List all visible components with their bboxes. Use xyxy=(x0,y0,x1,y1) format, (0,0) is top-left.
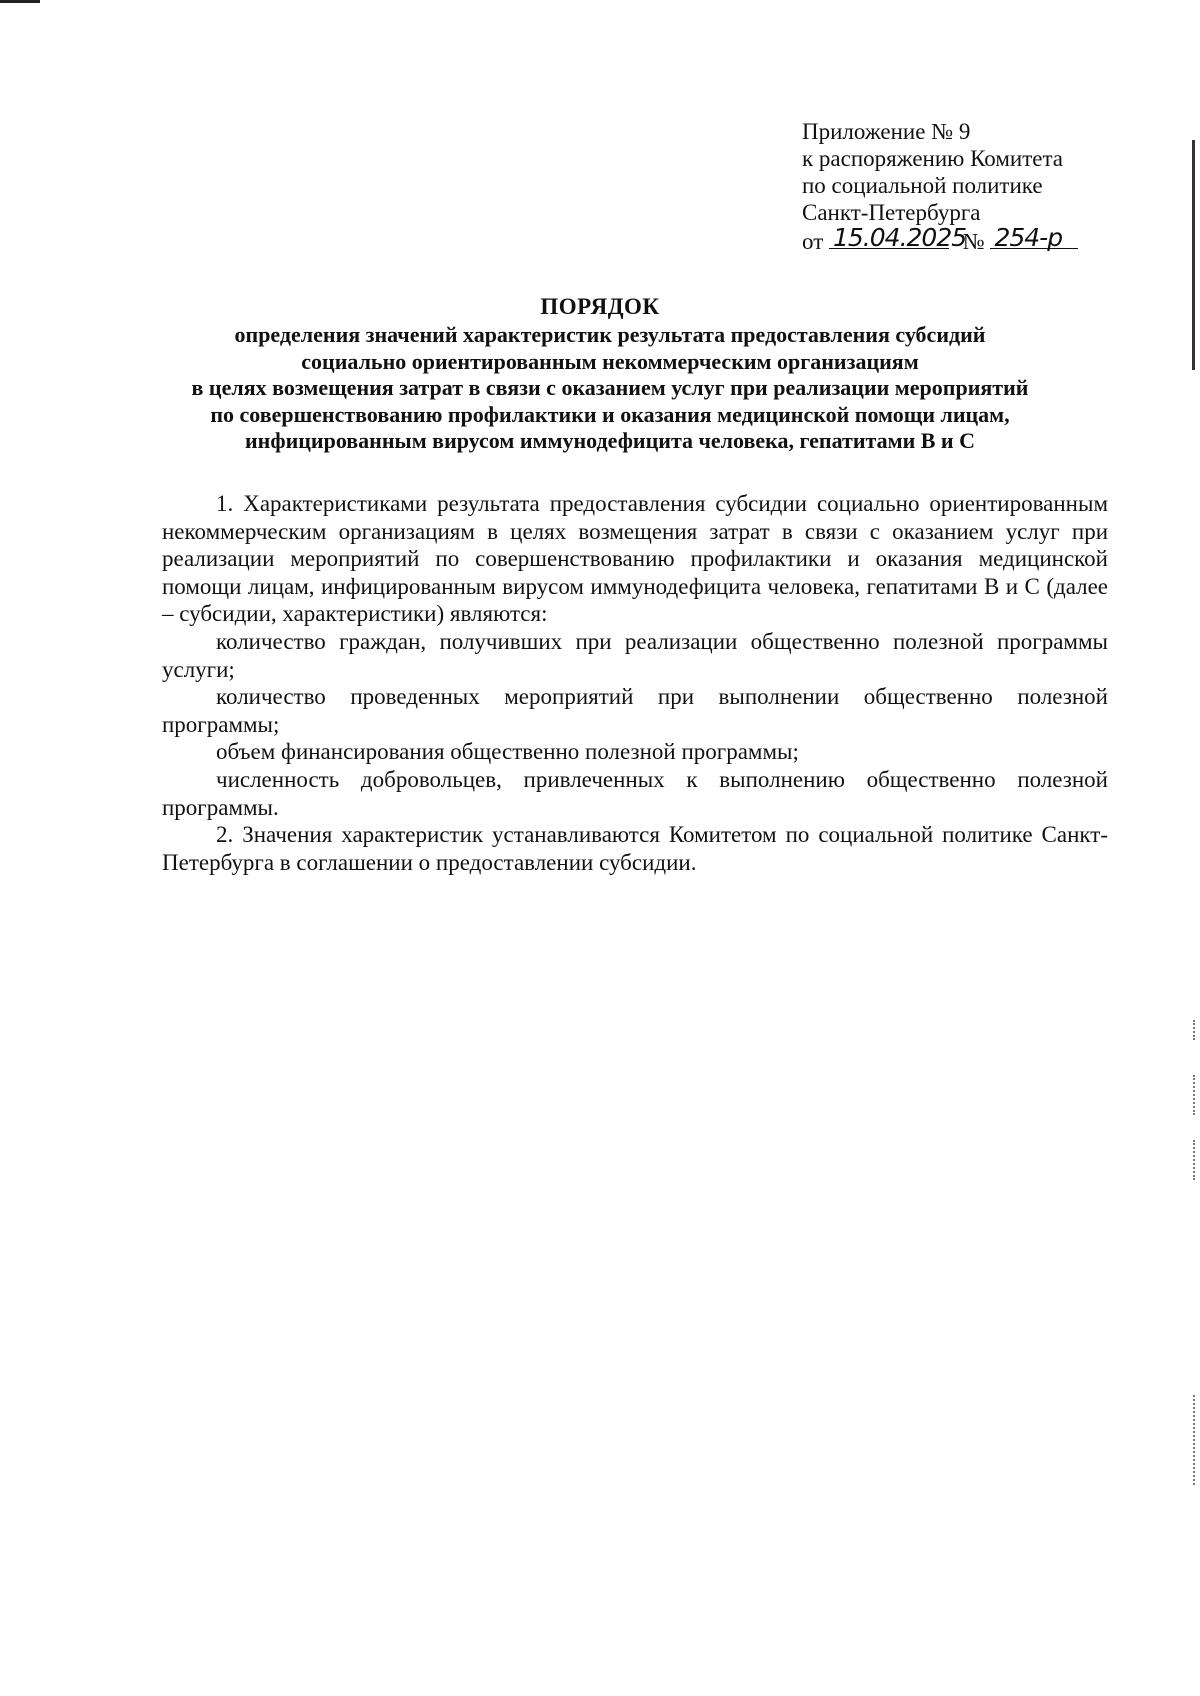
subtitle-line: инфицированным вирусом иммунодефицита человека, гепатитами В и С xyxy=(245,428,975,453)
subtitle-line: социально ориентированным некоммерческим организациям xyxy=(301,348,919,374)
scan-edge-bar xyxy=(1192,140,1195,370)
paragraph: объем финансирования общественно полезной программы; xyxy=(216,739,799,765)
document-title: ПОРЯДОК xyxy=(540,294,660,319)
appendix-line: Приложение № 9 xyxy=(802,119,971,144)
appendix-line: к распоряжению Комитета xyxy=(802,146,1063,171)
document-body xyxy=(162,490,1108,876)
paragraph: количество проведенных мероприятий при выполнении общественно полезной программы; xyxy=(162,684,1108,737)
scan-edge-dots xyxy=(1193,1395,1196,1485)
handwritten-date: 15.04.2025 xyxy=(833,223,967,252)
number-field xyxy=(990,223,1078,252)
scan-edge-dots xyxy=(1193,1020,1196,1040)
number-prefix: № xyxy=(962,229,985,254)
paragraph: численность добровольцев, привлеченных к выполнению общественно полезной программы. xyxy=(162,766,1108,820)
date-field xyxy=(829,223,967,252)
handwritten-number: 254-р xyxy=(994,223,1063,252)
appendix-date-number-line xyxy=(802,223,1132,255)
appendix-line: по социальной политике xyxy=(802,173,1043,198)
subtitle-line: в целях возмещения затрат в связи с оказанием услуг при реализации мероприятий xyxy=(191,375,1029,400)
scan-edge-dots xyxy=(1193,1075,1196,1115)
appendix-line: Санкт-Петербурга xyxy=(802,200,981,225)
scan-artifact-top xyxy=(0,0,40,3)
paragraph: количество граждан, получивших при реализации общественно полезной программы услуги; xyxy=(162,628,1108,682)
date-prefix: от xyxy=(802,229,824,254)
paragraph: 1. Характеристиками результата предоставления субсидии социально ориентированным некоммерческим организациям в целях возмещения затрат в связи с оказанием услуг при реализации мероприятий по совершенствованию профилактики и оказания медицинской помощи лицам, инфицированным вирусом иммунодефицита человека, гепатитами В и С (далее – субсидии, характеристики) являются: xyxy=(162,491,1108,627)
appendix-block xyxy=(802,118,1132,255)
paragraph: 2. Значения характеристик устанавливаются Комитетом по социальной политике Санкт-Петербурга в соглашении о предоставлении субсидии. xyxy=(162,822,1108,875)
document-subtitle xyxy=(140,322,1080,455)
subtitle-line: определения значений характеристик результата предоставления субсидий xyxy=(234,322,986,347)
scan-edge-dots xyxy=(1193,1140,1196,1180)
subtitle-line: по совершенствованию профилактики и оказания медицинской помощи лицам, xyxy=(210,401,1010,427)
